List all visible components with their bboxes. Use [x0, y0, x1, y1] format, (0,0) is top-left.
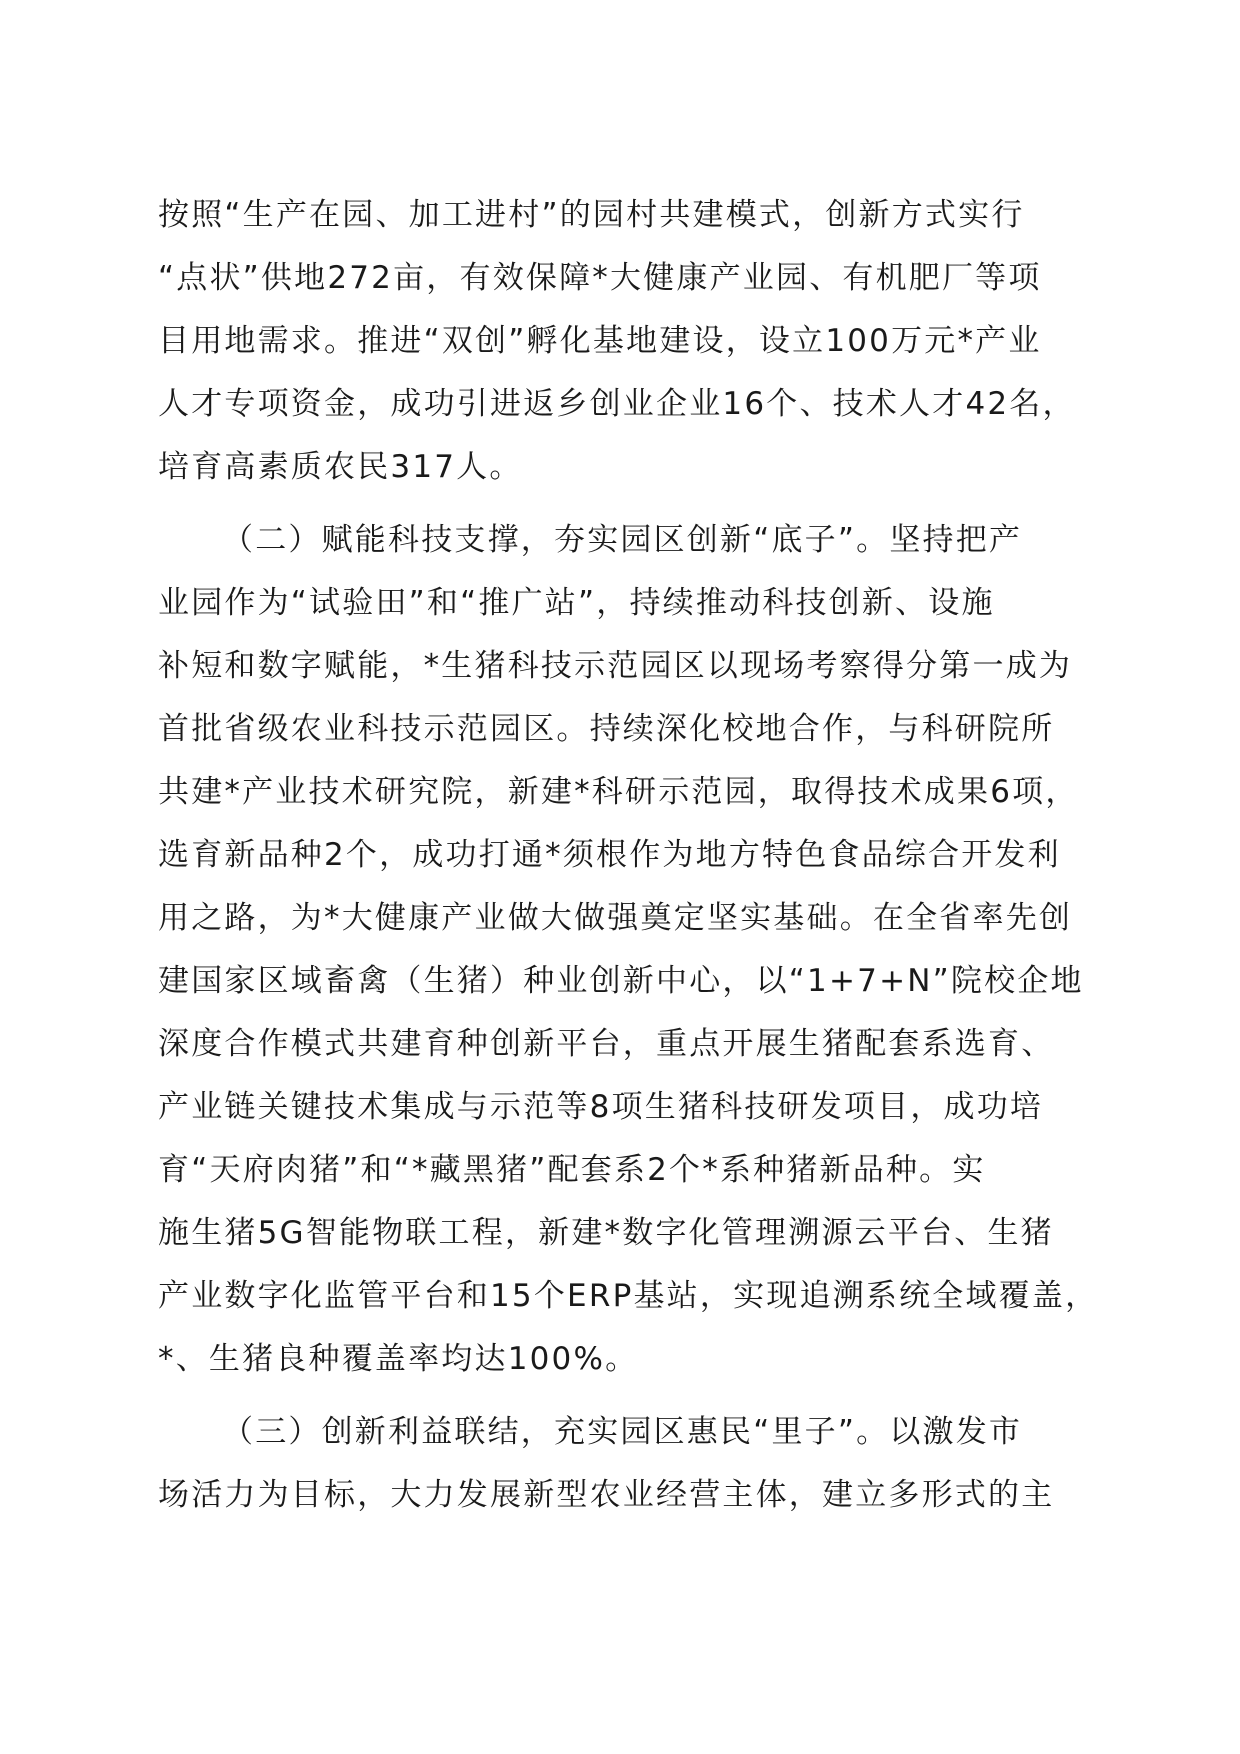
text-line: 育“天府肉猪”和“*藏黑猪”配套系2个*系种猪新品种。实 — [158, 1152, 986, 1188]
paragraph-gap — [158, 499, 1082, 509]
text-line: 共建*产业技术研究院，新建*科研示范园，取得技术成果6项， — [158, 774, 1079, 810]
text-line: 选育新品种2个，成功打通*须根作为地方特色食品综合开发利 — [158, 837, 1061, 873]
text-line: 补短和数字赋能，*生猪科技示范园区以现场考察得分第一成为 — [158, 648, 1073, 684]
text-line: 首批省级农业科技示范园区。持续深化校地合作，与科研院所 — [158, 711, 1055, 747]
text-line: 培育高素质农民317人。 — [158, 449, 523, 485]
text-line: 深度合作模式共建育种创新平台，重点开展生猪配套系选育、 — [158, 1026, 1055, 1062]
text-line: 施生猪5G智能物联工程，新建*数字化管理溯源云平台、生猪 — [158, 1215, 1054, 1251]
text-line: 按照“生产在园、加工进村”的园村共建模式，创新方式实行 — [158, 197, 1025, 233]
paragraph — [158, 1401, 1082, 1527]
text-line: 建国家区域畜禽（生猪）种业创新中心，以“1+7+N”院校企地 — [158, 963, 1084, 999]
text-line: （三）创新利益联结，充实园区惠民“里子”。以激发市 — [222, 1414, 1023, 1450]
paragraph — [158, 184, 1082, 499]
text-line: 产业数字化监管平台和15个ERP基站，实现追溯系统全域覆盖， — [158, 1278, 1099, 1314]
text-line: 人才专项资金，成功引进返乡创业企业16个、技术人才42名， — [158, 386, 1076, 422]
document-body — [158, 184, 1099, 1527]
text-line: “点状”供地272亩，有效保障*大健康产业园、有机肥厂等项 — [158, 260, 1042, 296]
text-line: 场活力为目标，大力发展新型农业经营主体，建立多形式的主 — [158, 1477, 1055, 1513]
text-line: 用之路，为*大健康产业做大做强奠定坚实基础。在全省率先创 — [158, 900, 1073, 936]
paragraph-gap — [158, 1391, 1082, 1401]
text-line: *、生猪良种覆盖率均达100%。 — [158, 1341, 639, 1377]
text-line: 业园作为“试验田”和“推广站”，持续推动科技创新、设施 — [158, 585, 995, 621]
text-line: （二）赋能科技支撑，夯实园区创新“底子”。坚持把产 — [222, 522, 1023, 558]
text-line: 目用地需求。推进“双创”孵化基地建设，设立100万元*产业 — [158, 323, 1042, 359]
text-line: 产业链关键技术集成与示范等8项生猪科技研发项目，成功培 — [158, 1089, 1044, 1125]
paragraph — [158, 509, 1099, 1391]
